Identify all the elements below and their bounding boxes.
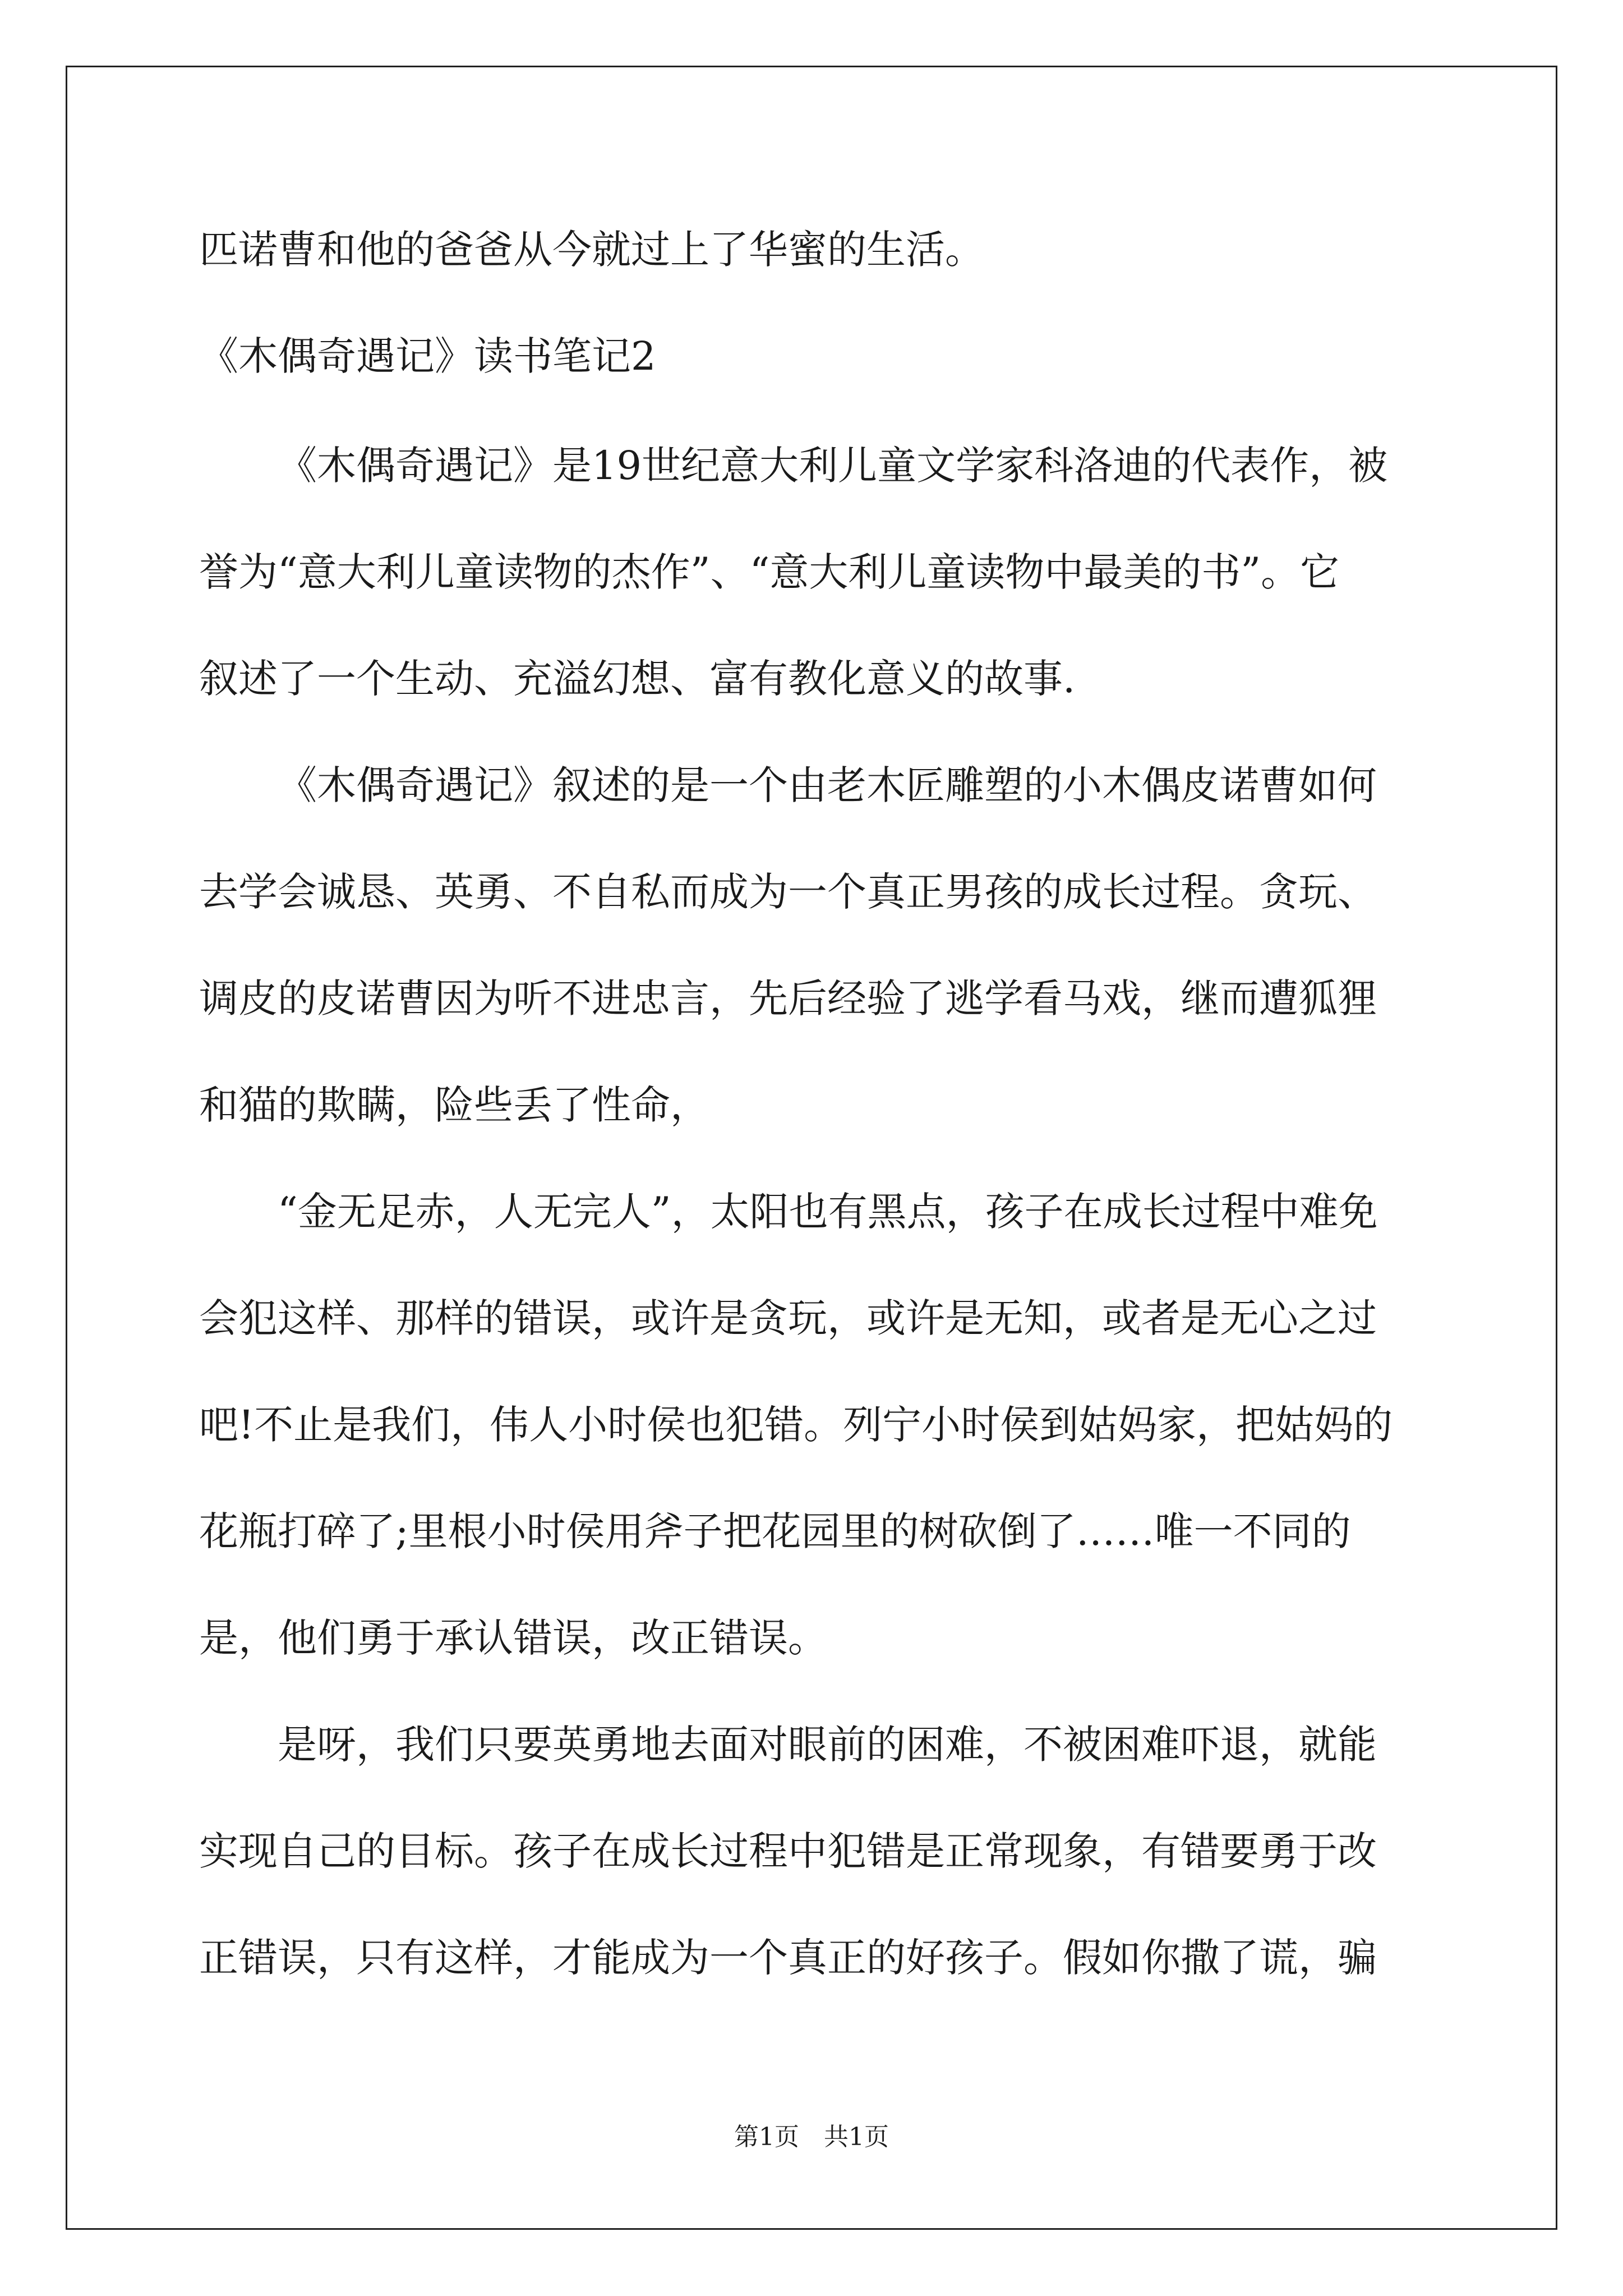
- text-line: 正错误，只有这样，才能成为一个真正的好孩子。假如你撒了谎，骗: [199, 1935, 1377, 1981]
- text-line: 叙述了一个生动、充溢幻想、富有教化意义的故事.: [199, 656, 1076, 702]
- text-line: 调皮的皮诺曹因为听不进忠言，先后经验了逃学看马戏，继而遭狐狸: [199, 976, 1377, 1022]
- page-border: [66, 66, 1557, 2230]
- text-line: 会犯这样、那样的错误，或许是贪玩，或许是无知，或者是无心之过: [199, 1295, 1377, 1341]
- text-line: 《木偶奇遇记》叙述的是一个由老木匠雕塑的小木偶皮诺曹如何: [278, 762, 1377, 808]
- section-heading: 《木偶奇遇记》读书笔记2: [199, 333, 656, 379]
- text-line: 《木偶奇遇记》是19世纪意大利儿童文学家科洛迪的代表作，被: [278, 443, 1388, 489]
- text-line: 是，他们勇于承认错误，改正错误。: [199, 1615, 827, 1661]
- text-line: 实现自己的目标。孩子在成长过程中犯错是正常现象，有错要勇于改: [199, 1828, 1377, 1874]
- text-line: 是呀，我们只要英勇地去面对眼前的困难，不被困难吓退，就能: [278, 1722, 1377, 1768]
- text-line: 誉为“意大利儿童读物的杰作”、“意大利儿童读物中最美的书”。它: [199, 549, 1340, 595]
- text-line: 和猫的欺瞒，险些丢了性命，: [199, 1082, 709, 1128]
- page-footer: 第1页 共1页: [734, 2123, 889, 2151]
- text-line: 匹诺曹和他的爸爸从今就过上了华蜜的生活。: [199, 227, 984, 273]
- text-line: “金无足赤，人无完人”，太阳也有黑点，孩子在成长过程中难免: [278, 1189, 1378, 1235]
- text-line: 花瓶打碎了;里根小时侯用斧子把花园里的树砍倒了……唯一不同的: [199, 1508, 1351, 1554]
- text-line: 去学会诚恳、英勇、不自私而成为一个真正男孩的成长过程。贪玩、: [199, 869, 1377, 915]
- text-line: 吧!不止是我们，伟人小时侯也犯错。列宁小时侯到姑妈家，把姑妈的: [199, 1402, 1393, 1448]
